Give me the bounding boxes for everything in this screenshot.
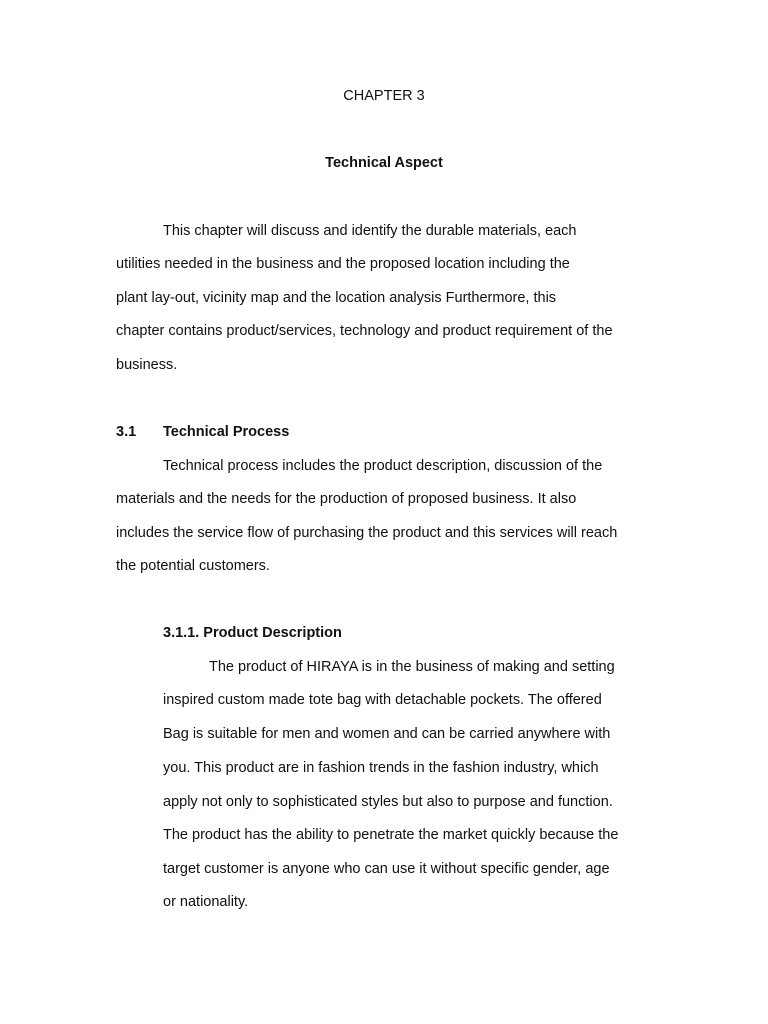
intro-line: plant lay-out, vicinity map and the location analysis Furthermore, this bbox=[116, 290, 557, 306]
section-number: 3.1 bbox=[116, 424, 137, 440]
section-3-1-line: materials and the needs for the production of proposed business. It also bbox=[116, 491, 577, 507]
intro-line: chapter contains product/services, technology and product requirement of the bbox=[116, 323, 613, 339]
section-heading-3-1 bbox=[116, 423, 289, 441]
section-3-1-1-line: inspired custom made tote bag with detachable pockets. The offered bbox=[163, 692, 602, 708]
section-3-1-1-line: The product has the ability to penetrate the market quickly because the bbox=[163, 827, 619, 843]
section-3-1-line: Technical process includes the product description, discussion of the bbox=[163, 458, 603, 474]
section-3-1-1-line: Bag is suitable for men and women and can be carried anywhere with bbox=[163, 726, 611, 742]
intro-line: business. bbox=[116, 357, 178, 373]
section-3-1-line: includes the service flow of purchasing the product and this services will reach bbox=[116, 525, 618, 541]
section-3-1-1-line: or nationality. bbox=[163, 894, 249, 910]
section-3-1-1-line: target customer is anyone who can use it without specific gender, age bbox=[163, 861, 610, 877]
chapter-label: CHAPTER 3 bbox=[343, 88, 425, 104]
section-3-1-1-line: apply not only to sophisticated styles but also to purpose and function. bbox=[163, 794, 613, 810]
intro-line: utilities needed in the business and the proposed location including the bbox=[116, 256, 570, 272]
section-3-1-1-line: The product of HIRAYA is in the business of making and setting bbox=[209, 659, 615, 675]
section-3-1-1-line: you. This product are in fashion trends in the fashion industry, which bbox=[163, 760, 599, 776]
section-heading-3-1-1: 3.1.1. Product Description bbox=[163, 625, 342, 641]
intro-line: This chapter will discuss and identify the durable materials, each bbox=[163, 223, 577, 239]
section-title: Technical Process bbox=[163, 424, 290, 440]
section-3-1-line: the potential customers. bbox=[116, 558, 270, 574]
chapter-title: Technical Aspect bbox=[325, 155, 443, 171]
